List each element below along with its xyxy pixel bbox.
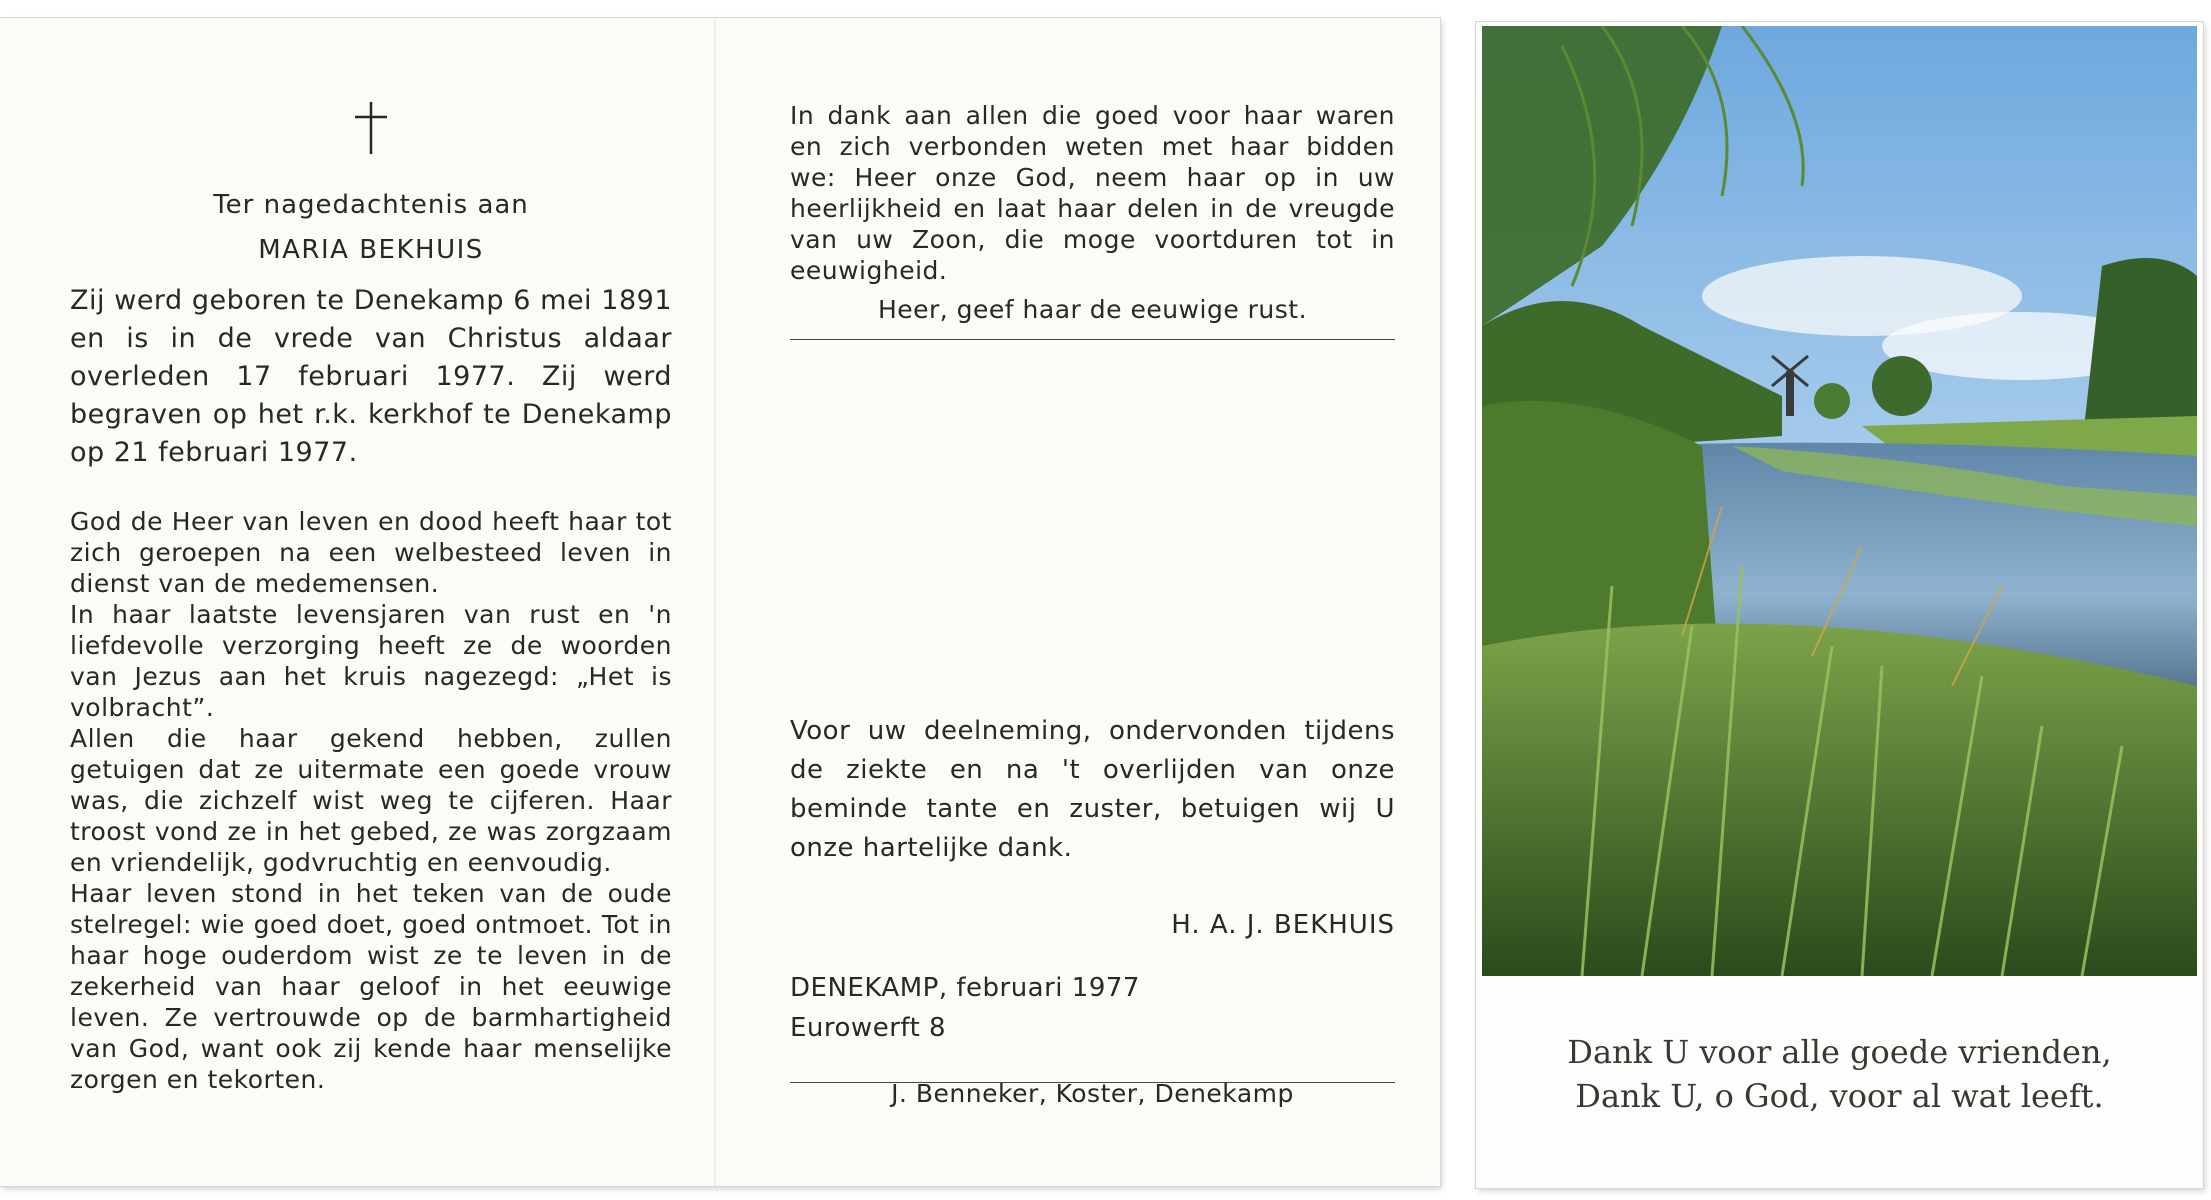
verse-line: Dank U voor alle goede vrienden, bbox=[1567, 1033, 2112, 1071]
verse bbox=[1476, 1030, 2203, 1118]
address: Eurowerft 8 bbox=[790, 1013, 947, 1043]
biography: Zij werd geboren te Denekamp 6 mei 1891 en is in de vrede van Christus aldaar overleden 17 februari 1977. Zij werd begraven op het r.k. kerkhof te Denekamp op 21 februari 1977. bbox=[70, 285, 672, 468]
prayer-text: In dank aan allen die goed voor haar waren en zich verbonden weten met haar bidden we: Heer onze God, neem haar op in uw heerlijkheid en laat haar delen in de vreugde van uw Zoon, die moge voortduren tot in eeuwigheid. bbox=[790, 101, 1395, 285]
deceased-name: MARIA BEKHUIS bbox=[258, 235, 484, 265]
cross-icon bbox=[351, 100, 391, 156]
landscape-photo bbox=[1482, 26, 2197, 976]
rest-line: Heer, geef haar de eeuwige rust. bbox=[877, 295, 1308, 324]
verse-line: Dank U, o God, voor al wat leeft. bbox=[1575, 1077, 2104, 1115]
tribute-paragraph: Allen die haar gekend hebben, zullen getuigen dat ze uitermate een goede vrouw was, die zichzelf wist weg te cijferen. Haar troost vond ze in het gebed, ze was zorgzaam en vriendelijk, godvruchtig en eenvoudig. bbox=[70, 724, 672, 877]
thanks-text: Voor uw deelneming, ondervonden tijdens de ziekte en na 't overlijden van onze beminde tante en zuster, betuigen wij U onze hartelijke dank. bbox=[790, 716, 1395, 863]
tribute-paragraph: Haar leven stond in het teken van de oude stelregel: wie goed doet, goed ontmoet. Tot in haar hoge ouderdom wist ze te leven in de zekerheid van haar geloof in het eeuwige leven. Ze vertrouwde op de barmhartigheid van God, want ook zij kende haar menselijke zorgen en tekorten. bbox=[70, 879, 672, 1094]
right-panel bbox=[790, 100, 1395, 1108]
card-fold bbox=[714, 18, 716, 1186]
signature: H. A. J. BEKHUIS bbox=[1171, 910, 1395, 940]
left-panel bbox=[70, 100, 672, 1095]
tribute-paragraph: In haar laatste levensjaren van rust en 'n liefdevolle verzorging heeft ze de woorden van Jezus aan het kruis nagezegd: „Het is volbracht”. bbox=[70, 600, 672, 722]
printer-credit: J. Benneker, Koster, Denekamp bbox=[891, 1079, 1294, 1108]
sender-block bbox=[790, 968, 1140, 1048]
tribute-paragraph: God de Heer van leven en dood heeft haar tot zich geroepen na een welbesteed leven in dienst van de medemensen. bbox=[70, 507, 672, 598]
place-date: DENEKAMP, februari 1977 bbox=[790, 973, 1140, 1003]
divider bbox=[790, 339, 1395, 340]
intro-text: Ter nagedachtenis aan bbox=[213, 190, 529, 220]
tribute bbox=[70, 506, 672, 1095]
